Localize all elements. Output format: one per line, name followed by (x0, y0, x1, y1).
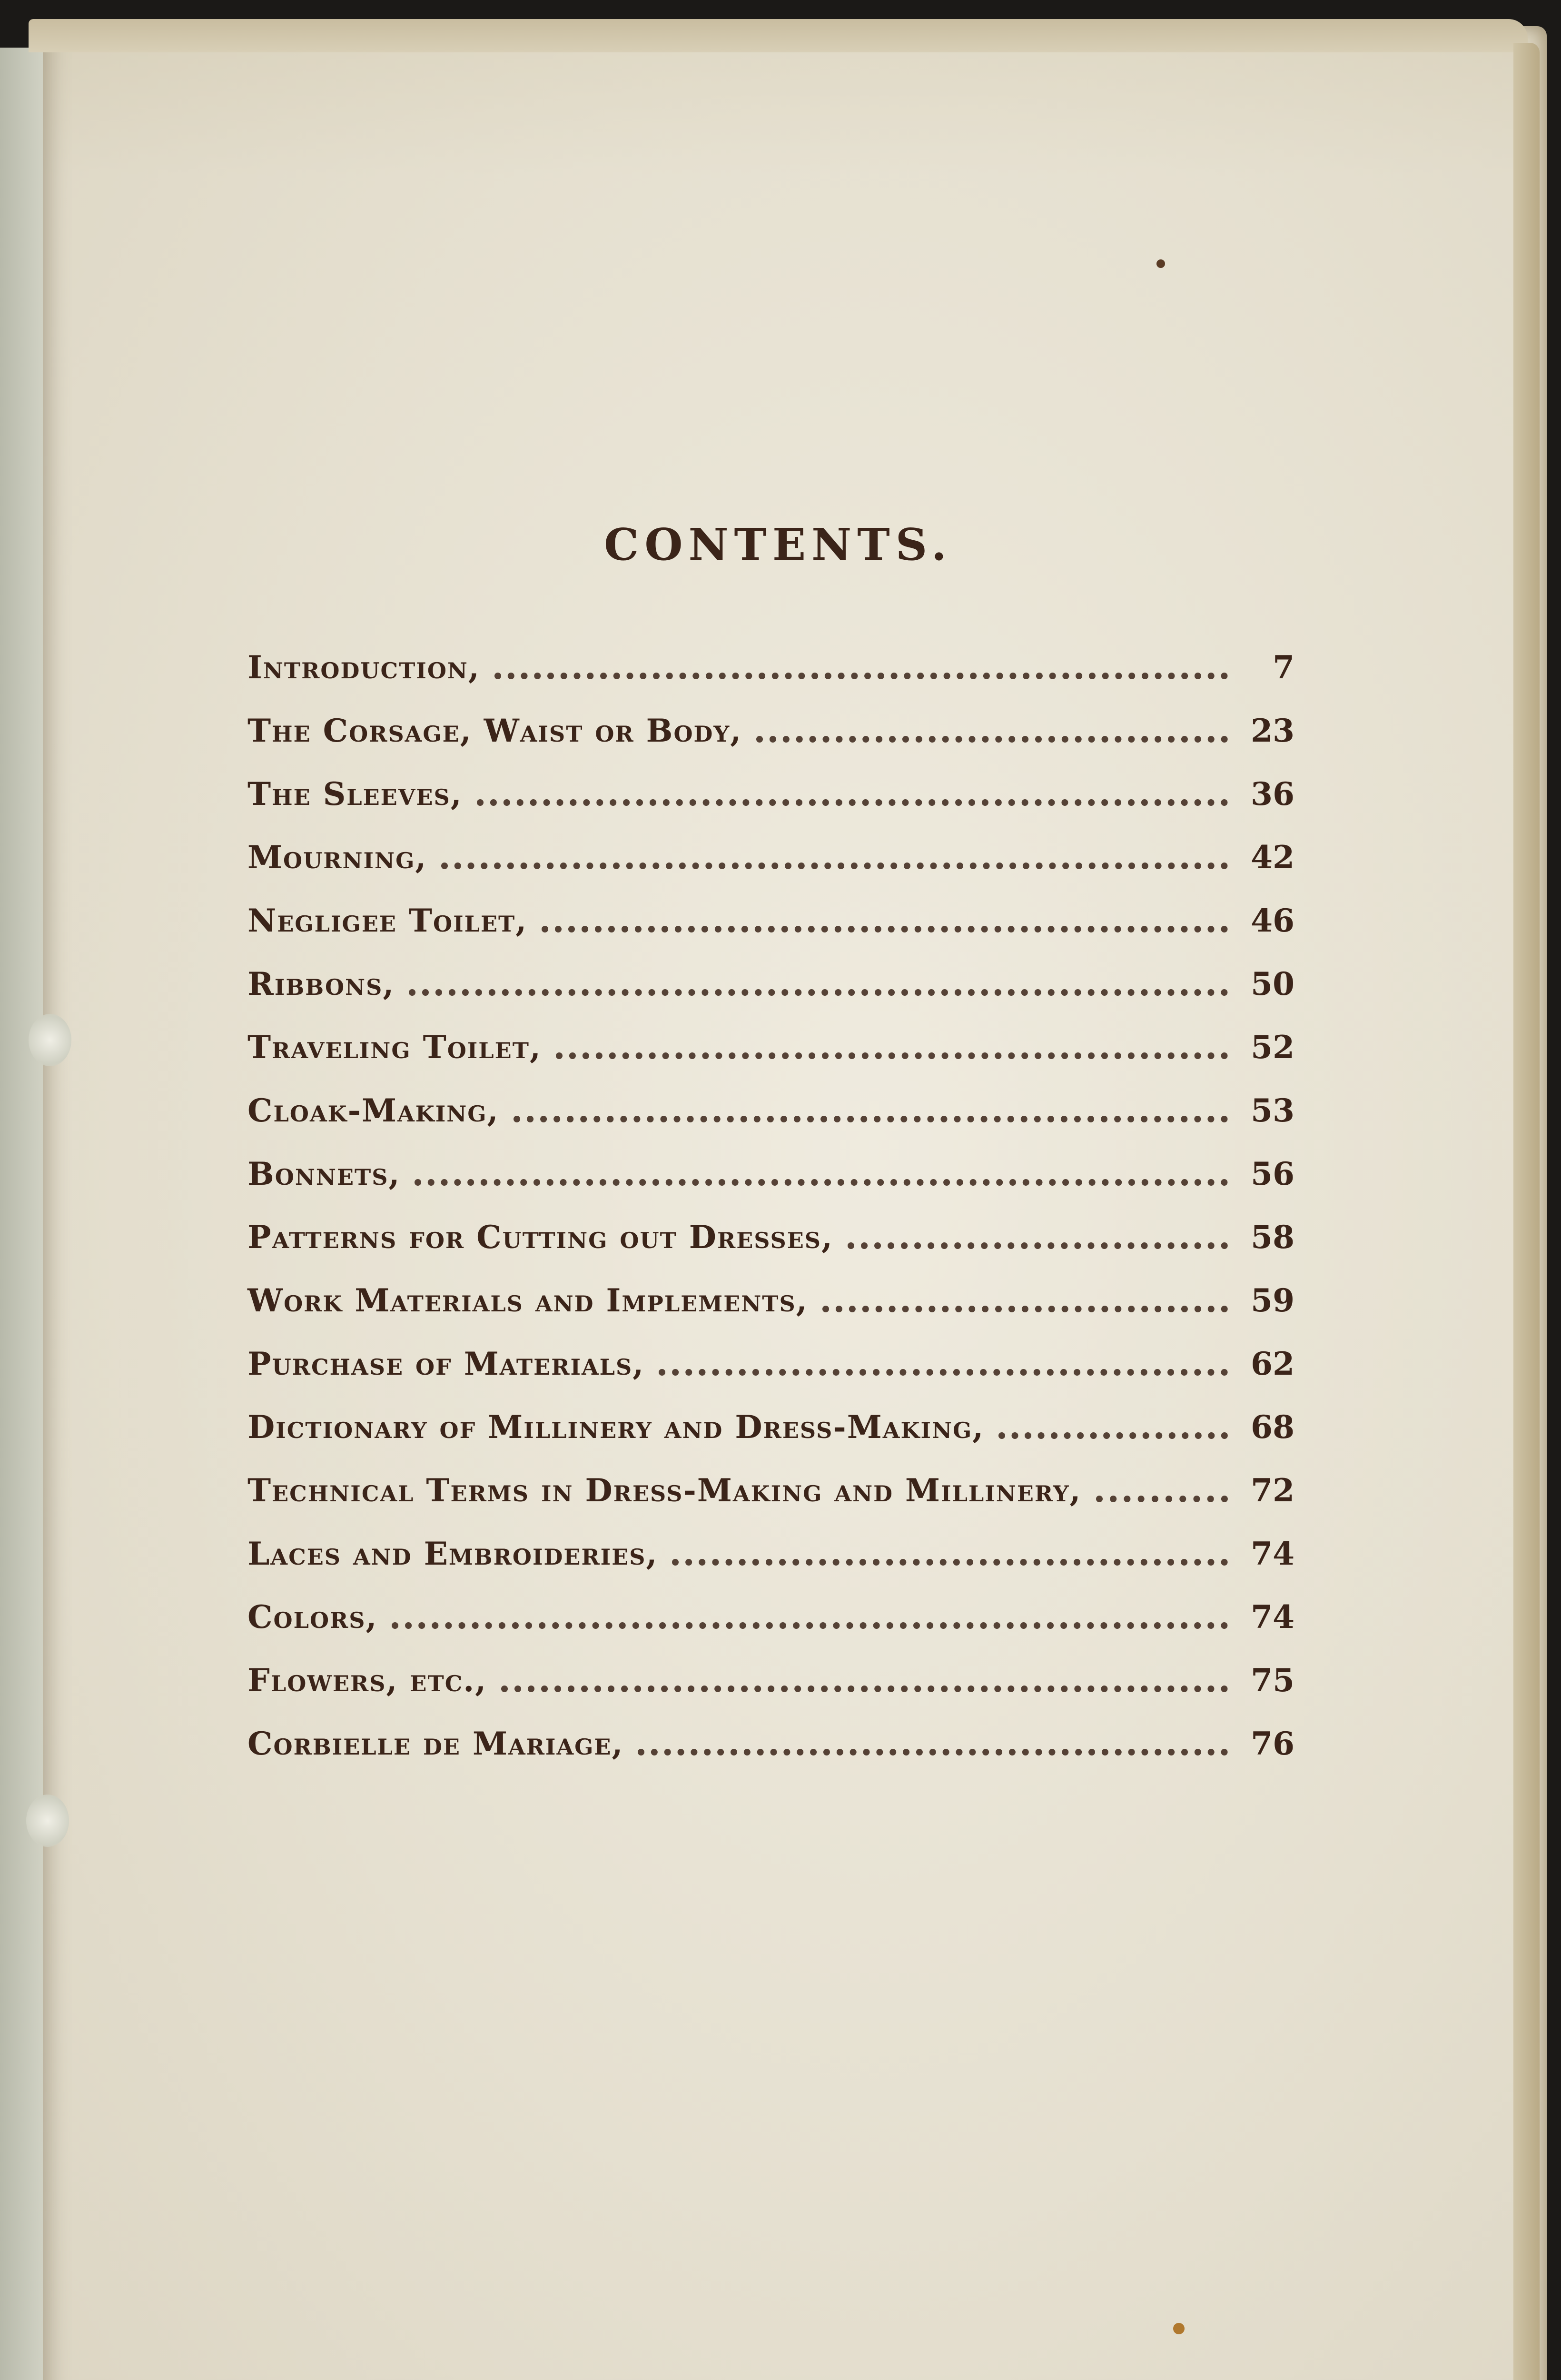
leader-dots (501, 1686, 1228, 1692)
entry-page-number: 50 (1251, 965, 1294, 1002)
entry-page-number: 62 (1251, 1345, 1294, 1382)
entry-title: Purchase of Materials, (247, 1345, 645, 1382)
entry-title: The Sleeves, (247, 775, 463, 813)
page-right-edge (1513, 43, 1540, 2380)
entry-title: Corbielle de Mariage, (247, 1725, 624, 1762)
binding-hole (26, 1795, 69, 1847)
entry-page-number: 75 (1251, 1662, 1294, 1699)
contents-entry (247, 1572, 1294, 1636)
leader-dots (556, 1052, 1228, 1059)
entry-page-number: 74 (1251, 1598, 1294, 1636)
contents-entry (247, 1699, 1294, 1762)
entry-page-number: 74 (1251, 1535, 1294, 1572)
entry-page-number: 76 (1251, 1725, 1294, 1762)
entry-page-number: 46 (1251, 902, 1294, 939)
contents-heading: CONTENTS. (604, 519, 952, 570)
leader-dots (672, 1559, 1228, 1566)
contents-entry (247, 939, 1294, 1002)
entry-page-number: 72 (1251, 1472, 1294, 1509)
contents-entry (247, 813, 1294, 876)
entry-page-number: 7 (1273, 649, 1294, 686)
entry-title: Dictionary of Millinery and Dress-Making, (247, 1408, 985, 1446)
contents-entry (247, 876, 1294, 939)
entry-title: Mourning, (247, 839, 427, 876)
entry-title: Patterns for Cutting out Dresses, (247, 1219, 833, 1256)
entry-title: The Corsage, Waist or Body, (247, 712, 742, 749)
leader-dots (392, 1622, 1228, 1629)
contents-entry (247, 1636, 1294, 1699)
leader-dots (659, 1369, 1228, 1376)
leader-dots (542, 926, 1228, 932)
entry-page-number: 53 (1251, 1092, 1294, 1129)
entry-page-number: 36 (1251, 775, 1294, 813)
entry-title: Ribbons, (247, 965, 395, 1002)
leader-dots (756, 736, 1228, 743)
table-of-contents (247, 519, 1294, 1762)
leader-dots (638, 1749, 1228, 1755)
entry-page-number: 52 (1251, 1029, 1294, 1066)
leader-dots (998, 1432, 1228, 1439)
contents-entry (247, 1509, 1294, 1572)
contents-entry (247, 749, 1294, 813)
contents-list (247, 623, 1294, 1762)
entry-title: Negligee Toilet, (247, 902, 528, 939)
contents-entry (247, 1256, 1294, 1319)
paper-speck (1156, 259, 1165, 268)
entry-title: Technical Terms in Dress-Making and Millinery, (247, 1472, 1082, 1509)
entry-title: Cloak-Making, (247, 1092, 499, 1129)
contents-entry (247, 623, 1294, 686)
entry-page-number: 42 (1251, 839, 1294, 876)
paper-speck (1173, 2323, 1185, 2334)
contents-entry (247, 1066, 1294, 1129)
entry-page-number: 58 (1251, 1219, 1294, 1256)
entry-title: Traveling Toilet, (247, 1029, 542, 1066)
binding-hole (29, 1014, 71, 1066)
leader-dots (1096, 1496, 1228, 1502)
entry-title: Laces and Embroideries, (247, 1535, 658, 1572)
contents-entry (247, 1382, 1294, 1446)
entry-title: Work Materials and Implements, (247, 1282, 808, 1319)
leader-dots (477, 799, 1228, 806)
entry-page-number: 23 (1251, 712, 1294, 749)
entry-page-number: 68 (1251, 1408, 1294, 1446)
leader-dots (822, 1306, 1228, 1312)
entry-title: Bonnets, (247, 1155, 401, 1192)
leader-dots (514, 1116, 1228, 1122)
leader-dots (415, 1179, 1228, 1186)
contents-entry (247, 1192, 1294, 1256)
contents-entry (247, 1319, 1294, 1382)
entry-title: Introduction, (247, 649, 480, 686)
contents-entry (247, 1446, 1294, 1509)
entry-page-number: 56 (1251, 1155, 1294, 1192)
leader-dots (494, 673, 1228, 679)
entry-title: Flowers, etc., (247, 1662, 487, 1699)
leader-dots (441, 863, 1228, 869)
leader-dots (848, 1242, 1228, 1249)
page-top-edge (29, 19, 1528, 52)
contents-entry (247, 686, 1294, 749)
entry-title: Colors, (247, 1598, 378, 1636)
contents-entry (247, 1129, 1294, 1192)
entry-page-number: 59 (1251, 1282, 1294, 1319)
contents-entry (247, 1002, 1294, 1066)
leader-dots (409, 989, 1228, 996)
